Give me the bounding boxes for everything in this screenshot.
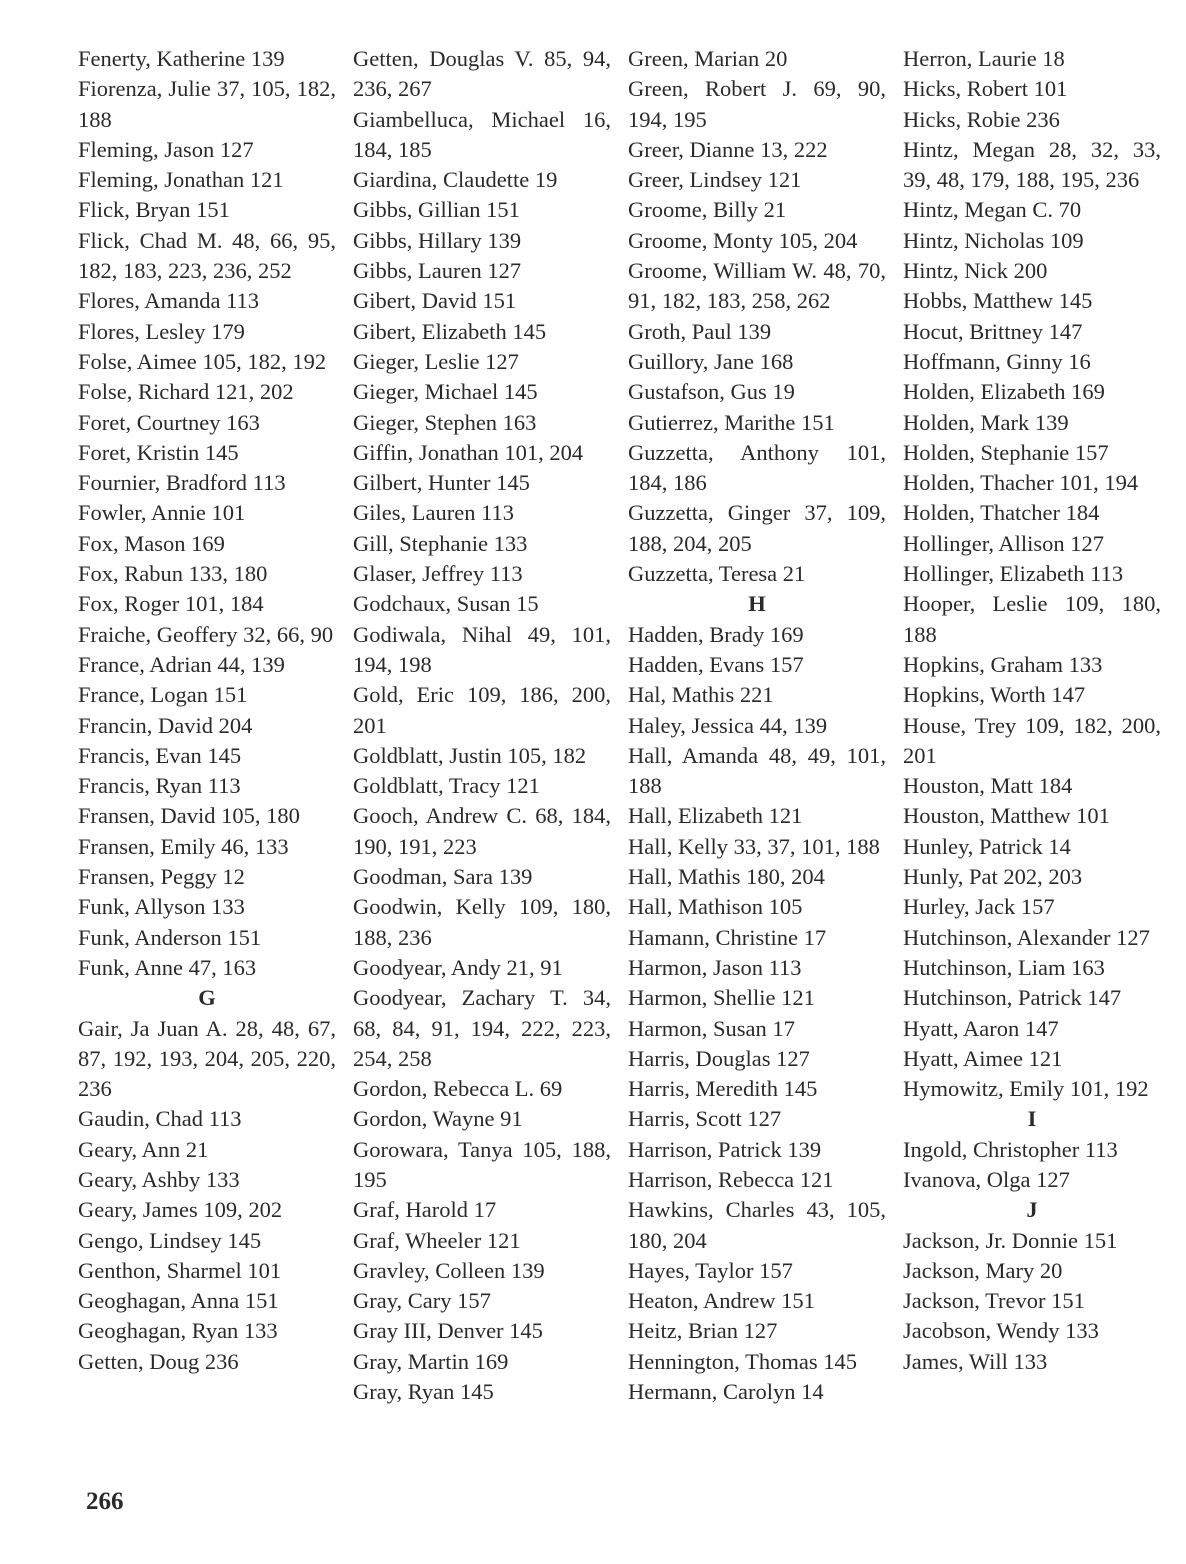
index-entry: Goodman, Sara 139 (353, 864, 533, 890)
index-entry: Jackson, Jr. Donnie 151 (903, 1227, 1118, 1253)
index-entry: Francin, David 204 (78, 712, 253, 738)
index-entry: Francis, Ryan 113 (78, 773, 241, 799)
index-entry: Gengo, Lindsey 145 (78, 1227, 262, 1253)
index-entry: Fransen, Emily 46, 133 (78, 833, 289, 859)
index-entry: Jacobson, Wendy 133 (903, 1318, 1099, 1344)
index-entry: Holden, Mark 139 (903, 409, 1069, 435)
index-entry: Gair, Ja Juan A. 28, 48, 67, 87, 192, 193, 204, 205, 220, 236 (78, 1015, 336, 1102)
index-entry: Hall, Kelly 33, 37, 101, 188 (628, 833, 880, 859)
index-entry: Glaser, Jeffrey 113 (353, 561, 523, 587)
index-entry: Geary, Ashby 133 (78, 1166, 240, 1192)
index-entry: Gieger, Stephen 163 (353, 409, 537, 435)
index-entry: Hall, Mathis 180, 204 (628, 864, 825, 890)
index-entry: Hobbs, Matthew 145 (903, 288, 1093, 314)
index-entry: Harmon, Shellie 121 (628, 985, 815, 1011)
index-entry: Funk, Anne 47, 163 (78, 954, 257, 980)
index-entry: Ivanova, Olga 127 (903, 1166, 1070, 1192)
index-entry: Hicks, Robie 236 (903, 106, 1060, 132)
index-entry: Gray, Martin 169 (353, 1348, 509, 1374)
index-entry: Gieger, Leslie 127 (353, 348, 519, 374)
index-entry: Hennington, Thomas 145 (628, 1348, 857, 1374)
index-entry: Geary, Ann 21 (78, 1136, 209, 1162)
index-entry: Flores, Amanda 113 (78, 288, 260, 314)
index-entry: Fox, Rabun 133, 180 (78, 561, 268, 587)
index-entry: Groth, Paul 139 (628, 318, 772, 344)
index-entry: Fox, Roger 101, 184 (78, 591, 264, 617)
index-entry: Hicks, Robert 101 (903, 76, 1068, 102)
index-entry: Graf, Harold 17 (353, 1197, 497, 1223)
index-entry: Harris, Scott 127 (628, 1106, 782, 1132)
index-column-1 (78, 44, 336, 1377)
index-entry: Giardina, Claudette 19 (353, 167, 558, 193)
index-entry: Groome, Monty 105, 204 (628, 227, 858, 253)
index-entry: Folse, Aimee 105, 182, 192 (78, 348, 327, 374)
index-entry: Hollinger, Elizabeth 113 (903, 561, 1124, 587)
index-entry: Hopkins, Graham 133 (903, 651, 1103, 677)
index-entry: Gold, Eric 109, 186, 200, 201 (353, 682, 611, 738)
index-entry: Hayes, Taylor 157 (628, 1257, 793, 1283)
index-entry: Gravley, Colleen 139 (353, 1257, 545, 1283)
index-entry: Gilbert, Hunter 145 (353, 470, 530, 496)
index-entry: Genthon, Sharmel 101 (78, 1257, 282, 1283)
index-entry: Hutchinson, Liam 163 (903, 954, 1105, 980)
index-entry: Flick, Bryan 151 (78, 197, 230, 223)
index-entry: Gibert, David 151 (353, 288, 517, 314)
index-entry: Geoghagan, Ryan 133 (78, 1318, 278, 1344)
index-entry: Gill, Stephanie 133 (353, 530, 528, 556)
index-entry: Groome, William W. 48, 70, 91, 182, 183, 258, 262 (628, 258, 886, 314)
index-entry: Fowler, Annie 101 (78, 500, 246, 526)
index-entry: Hall, Amanda 48, 49, 101, 188 (628, 742, 886, 799)
index-entry: Goodyear, Andy 21, 91 (353, 954, 563, 980)
index-entry: Heitz, Brian 127 (628, 1318, 778, 1344)
section-letter: G (198, 985, 216, 1011)
index-entry: Harris, Douglas 127 (628, 1045, 810, 1071)
index-entry: Heaton, Andrew 151 (628, 1288, 815, 1314)
index-entry: Hall, Elizabeth 121 (628, 803, 803, 829)
index-entry: Flick, Chad M. 48, 66, 95, 182, 183, 223, 236, 252 (78, 227, 336, 284)
index-entry: Hutchinson, Patrick 147 (903, 985, 1122, 1011)
index-entry: Hunley, Patrick 14 (903, 833, 1071, 859)
index-entry: Foret, Kristin 145 (78, 439, 239, 465)
index-entry: Hyatt, Aaron 147 (903, 1015, 1059, 1041)
index-entry: Gray, Cary 157 (353, 1288, 491, 1314)
index-entry: Gordon, Rebecca L. 69 (353, 1076, 563, 1102)
index-entry: Gooch, Andrew C. 68, 184, 190, 191, 223 (353, 803, 611, 859)
index-entry: Geary, James 109, 202 (78, 1197, 283, 1223)
index-entry: Jackson, Trevor 151 (903, 1288, 1085, 1314)
index-entry: Haley, Jessica 44, 139 (628, 712, 828, 738)
index-entry: Hintz, Nicholas 109 (903, 227, 1084, 253)
index-entry: Greer, Dianne 13, 222 (628, 136, 828, 162)
index-entry: Hadden, Brady 169 (628, 621, 804, 647)
index-entry: Fiorenza, Julie 37, 105, 182, 188 (78, 76, 336, 132)
page-number: 266 (86, 1488, 124, 1515)
index-entry: Godchaux, Susan 15 (353, 591, 539, 617)
index-entry: Funk, Anderson 151 (78, 924, 262, 950)
index-entry: Hamann, Christine 17 (628, 924, 827, 950)
index-entry: Hoffmann, Ginny 16 (903, 348, 1091, 374)
index-entry: Hawkins, Charles 43, 105, 180, 204 (628, 1197, 886, 1253)
index-entry: Gray III, Denver 145 (353, 1318, 543, 1344)
index-entry: Green, Marian 20 (628, 46, 788, 71)
index-entry: Gordon, Wayne 91 (353, 1106, 523, 1132)
index-entry: Hermann, Carolyn 14 (628, 1379, 824, 1405)
index-entry: Goodyear, Zachary T. 34, 68, 84, 91, 194, 222, 223, 254, 258 (353, 985, 611, 1071)
index-entry: Harris, Meredith 145 (628, 1076, 818, 1102)
index-entry: Gibbs, Lauren 127 (353, 258, 522, 284)
index-entry: House, Trey 109, 182, 200, 201 (903, 712, 1161, 768)
index-entry: Hymowitz, Emily 101, 192 (903, 1076, 1149, 1102)
index-entry: Herron, Laurie 18 (903, 46, 1065, 71)
index-entry: Gieger, Michael 145 (353, 379, 538, 405)
index-entry: Holden, Thatcher 184 (903, 500, 1100, 526)
index-entry: Graf, Wheeler 121 (353, 1227, 521, 1253)
index-entry: Hall, Mathison 105 (628, 894, 803, 920)
index-entry: Goldblatt, Tracy 121 (353, 773, 540, 799)
index-entry: Hunly, Pat 202, 203 (903, 864, 1083, 890)
index-entry: Groome, Billy 21 (628, 197, 787, 223)
index-entry: Green, Robert J. 69, 90, 194, 195 (628, 76, 886, 132)
index-entry: Fleming, Jason 127 (78, 136, 254, 162)
index-entry: Giffin, Jonathan 101, 204 (353, 439, 584, 465)
index-entry: Francis, Evan 145 (78, 742, 242, 768)
index-entry: Holden, Thacher 101, 194 (903, 470, 1139, 496)
index-entry: Gibbs, Gillian 151 (353, 197, 520, 223)
index-entry: Hollinger, Allison 127 (903, 530, 1104, 556)
index-entry: Houston, Matthew 101 (903, 803, 1110, 829)
index-entry: Gustafson, Gus 19 (628, 379, 795, 405)
index-entry: Guzzetta, Anthony 101, 184, 186 (628, 439, 886, 496)
index-entry: Funk, Allyson 133 (78, 894, 245, 920)
index-entry: Fenerty, Katherine 139 (78, 46, 285, 71)
index-entry: Goldblatt, Justin 105, 182 (353, 742, 587, 768)
index-entry: Fox, Mason 169 (78, 530, 225, 556)
index-entry: Hadden, Evans 157 (628, 651, 804, 677)
index-entry: Hyatt, Aimee 121 (903, 1045, 1063, 1071)
index-entry: Holden, Stephanie 157 (903, 439, 1109, 465)
index-entry: Folse, Richard 121, 202 (78, 379, 294, 405)
section-letter: H (748, 591, 766, 617)
section-letter: J (1026, 1197, 1038, 1223)
index-entry: Harmon, Jason 113 (628, 954, 802, 980)
index-entry: Getten, Douglas V. 85, 94, 236, 267 (353, 46, 611, 102)
index-entry: Fournier, Bradford 113 (78, 470, 286, 496)
index-entry: Harmon, Susan 17 (628, 1015, 795, 1041)
index-entry: Hintz, Nick 200 (903, 258, 1048, 284)
index-entry: France, Logan 151 (78, 682, 248, 708)
index-entry: Fraiche, Geoffery 32, 66, 90 (78, 621, 334, 647)
index-entry: Giles, Lauren 113 (353, 500, 514, 526)
index-column-4 (903, 44, 1161, 1377)
index-entry: Gray, Ryan 145 (353, 1379, 494, 1405)
index-entry: Hocut, Brittney 147 (903, 318, 1083, 344)
index-entry: Godiwala, Nihal 49, 101, 194, 198 (353, 621, 611, 677)
index-entry: Houston, Matt 184 (903, 773, 1073, 799)
index-entry: Geoghagan, Anna 151 (78, 1288, 279, 1314)
index-entry: Guzzetta, Teresa 21 (628, 561, 806, 587)
index-entry: Fransen, David 105, 180 (78, 803, 300, 829)
index-entry: Hal, Mathis 221 (628, 682, 774, 708)
index-entry: Hutchinson, Alexander 127 (903, 924, 1150, 950)
index-entry: Guzzetta, Ginger 37, 109, 188, 204, 205 (628, 500, 886, 556)
index-entry: Fleming, Jonathan 121 (78, 167, 284, 193)
index-entry: Guillory, Jane 168 (628, 348, 794, 374)
index-entry: Getten, Doug 236 (78, 1348, 239, 1374)
index-entry: Harrison, Patrick 139 (628, 1136, 822, 1162)
index-entry: Goodwin, Kelly 109, 180, 188, 236 (353, 894, 611, 950)
index-entry: Greer, Lindsey 121 (628, 167, 802, 193)
index-entry: Gorowara, Tanya 105, 188, 195 (353, 1136, 611, 1192)
index-entry: Harrison, Rebecca 121 (628, 1166, 834, 1192)
index-entry: Giambelluca, Michael 16, 184, 185 (353, 106, 611, 162)
index-column-3 (628, 44, 886, 1407)
index-entry: Hintz, Megan 28, 32, 33, 39, 48, 179, 188, 195, 236 (903, 136, 1161, 193)
index-entry: Gibert, Elizabeth 145 (353, 318, 547, 344)
index-entry: France, Adrian 44, 139 (78, 651, 285, 677)
index-entry: Holden, Elizabeth 169 (903, 379, 1105, 405)
index-entry: James, Will 133 (903, 1348, 1048, 1374)
index-entry: Flores, Lesley 179 (78, 318, 245, 344)
index-entry: Gutierrez, Marithe 151 (628, 409, 835, 435)
index-entry: Jackson, Mary 20 (903, 1257, 1063, 1283)
index-entry: Hooper, Leslie 109, 180, 188 (903, 591, 1161, 647)
index-entry: Foret, Courtney 163 (78, 409, 260, 435)
index-entry: Gibbs, Hillary 139 (353, 227, 522, 253)
index-entry: Hurley, Jack 157 (903, 894, 1055, 920)
index-entry: Gaudin, Chad 113 (78, 1106, 242, 1132)
index-entry: Hintz, Megan C. 70 (903, 197, 1082, 223)
section-letter: I (1027, 1106, 1037, 1132)
index-column-2 (353, 44, 611, 1407)
index-entry: Fransen, Peggy 12 (78, 864, 245, 890)
index-entry: Ingold, Christopher 113 (903, 1136, 1118, 1162)
index-entry: Hopkins, Worth 147 (903, 682, 1086, 708)
